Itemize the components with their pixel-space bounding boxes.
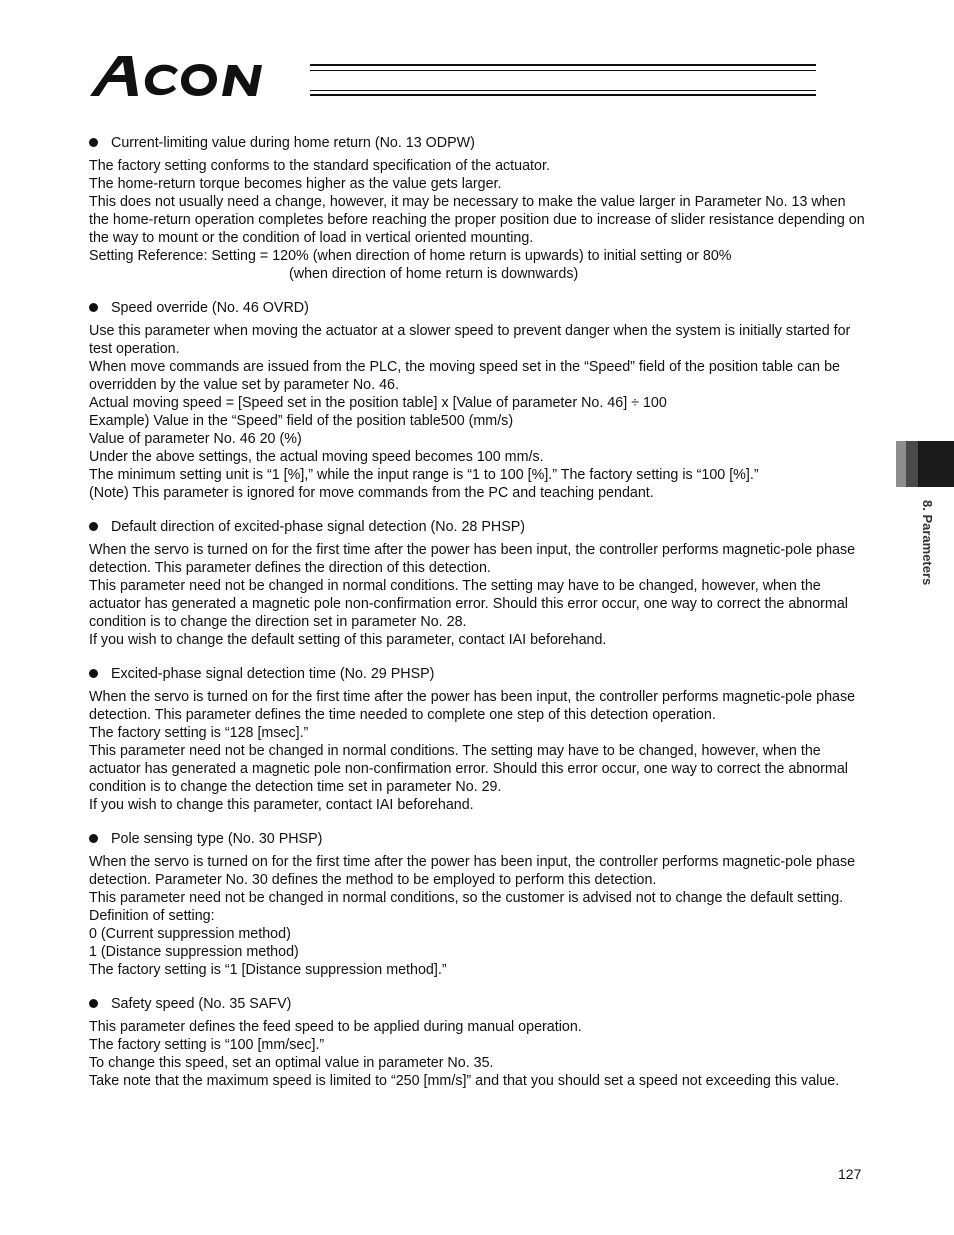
section-heading: Pole sensing type (No. 30 PHSP) xyxy=(89,830,869,848)
page-content xyxy=(89,134,869,1106)
paragraph: Use this parameter when moving the actuator at a slower speed to prevent danger when the system is initially started for test operation. xyxy=(89,323,851,357)
paragraph: Setting Reference: Setting = 120% (when direction of home return is upwards) to initial setting or 80% xyxy=(89,248,732,264)
section-heading: Excited-phase signal detection time (No. 29 PHSP) xyxy=(89,665,869,683)
paragraph: The factory setting is “1 [Distance suppression method].” xyxy=(89,962,447,978)
paragraph: When the servo is turned on for the first time after the power has been input, the controller performs magnetic-pole phase detection. This parameter defines the direction of this detection. xyxy=(89,542,856,576)
paragraph: If you wish to change the default setting of this parameter, contact IAI beforehand. xyxy=(89,632,607,648)
section-phase-detection-time xyxy=(89,665,869,814)
paragraph: Take note that the maximum speed is limited to “250 [mm/s]” and that you should set a speed not exceeding this value. xyxy=(89,1073,840,1089)
paragraph: The minimum setting unit is “1 [%],” while the input range is “1 to 100 [%].” The factory setting is “100 [%].” xyxy=(89,467,759,483)
chapter-tab xyxy=(918,441,954,487)
header-rule xyxy=(310,70,816,71)
paragraph: This parameter need not be changed in normal conditions, so the customer is advised not to change the default setting. xyxy=(89,890,844,906)
paragraph: The factory setting is “128 [msec].” xyxy=(89,725,309,741)
bullet-icon xyxy=(89,999,98,1008)
paragraph: If you wish to change this parameter, contact IAI beforehand. xyxy=(89,797,474,813)
page-number: 127 xyxy=(838,1166,862,1182)
paragraph: To change this speed, set an optimal value in parameter No. 35. xyxy=(89,1055,494,1071)
section-speed-override xyxy=(89,299,869,502)
section-safety-speed xyxy=(89,995,869,1090)
section-pole-sensing-type xyxy=(89,830,869,979)
paragraph: This parameter defines the feed speed to be applied during manual operation. xyxy=(89,1019,582,1035)
bullet-icon xyxy=(89,834,98,843)
section-home-return-current xyxy=(89,134,869,283)
paragraph: The home-return torque becomes higher as the value gets larger. xyxy=(89,176,502,192)
paragraph: When the servo is turned on for the first time after the power has been input, the controller performs magnetic-pole phase detection. Parameter No. 30 defines the method to be employed to perform this detection. xyxy=(89,854,856,888)
paragraph: Actual moving speed = [Speed set in the position table] x [Value of parameter No. 46] ÷ 100 xyxy=(89,395,667,411)
paragraph: 0 (Current suppression method) xyxy=(89,926,291,942)
section-heading: Speed override (No. 46 OVRD) xyxy=(89,299,869,317)
header-rule xyxy=(310,64,816,66)
chapter-tab-shade xyxy=(896,441,906,487)
chapter-label: 8. Parameters xyxy=(920,500,935,586)
bullet-icon xyxy=(89,303,98,312)
section-heading: Current-limiting value during home return (No. 13 ODPW) xyxy=(89,134,869,152)
paragraph: Definition of setting: xyxy=(89,908,215,924)
bullet-icon xyxy=(89,669,98,678)
header-rule xyxy=(310,90,816,91)
section-phase-detection-direction xyxy=(89,518,869,649)
paragraph: (when direction of home return is downwards) xyxy=(289,266,579,282)
paragraph: 1 (Distance suppression method) xyxy=(89,944,299,960)
bullet-icon xyxy=(89,522,98,531)
acon-logo xyxy=(88,52,318,98)
paragraph: This does not usually need a change, however, it may be necessary to make the value larger in Parameter No. 13 when the home-return operation completes before reaching the proper position due to increase of slider resistance depending on the way to mount or the condition of load in vertical oriented mounting. xyxy=(89,194,865,246)
paragraph: (Note) This parameter is ignored for move commands from the PC and teaching pendant. xyxy=(89,485,654,501)
paragraph: The factory setting is “100 [mm/sec].” xyxy=(89,1037,325,1053)
paragraph: When the servo is turned on for the first time after the power has been input, the controller performs magnetic-pole phase detection. This parameter defines the time needed to complete one step of this detection operation. xyxy=(89,689,856,723)
header-rule xyxy=(310,94,816,96)
section-heading: Safety speed (No. 35 SAFV) xyxy=(89,995,869,1013)
paragraph: The factory setting conforms to the standard specification of the actuator. xyxy=(89,158,550,174)
paragraph: When move commands are issued from the PLC, the moving speed set in the “Speed” field of the position table can be overridden by the value set by parameter No. 46. xyxy=(89,359,840,393)
paragraph: This parameter need not be changed in normal conditions. The setting may have to be changed, however, when the actuator has generated a magnetic pole non-confirmation error. Should this error occur, one way to correct the abnormal condition is to change the detection time set in parameter No. 29. xyxy=(89,743,848,795)
chapter-tab-shade xyxy=(906,441,918,487)
paragraph: Example) Value in the “Speed” field of the position table500 (mm/s) xyxy=(89,413,514,429)
paragraph: This parameter need not be changed in normal conditions. The setting may have to be changed, however, when the actuator has generated a magnetic pole non-confirmation error. Should this error occur, one way to correct the abnormal condition is to change the direction set in parameter No. 28. xyxy=(89,578,848,630)
section-heading: Default direction of excited-phase signal detection (No. 28 PHSP) xyxy=(89,518,869,536)
paragraph: Under the above settings, the actual moving speed becomes 100 mm/s. xyxy=(89,449,544,465)
paragraph: Value of parameter No. 46 20 (%) xyxy=(89,431,302,447)
bullet-icon xyxy=(89,138,98,147)
